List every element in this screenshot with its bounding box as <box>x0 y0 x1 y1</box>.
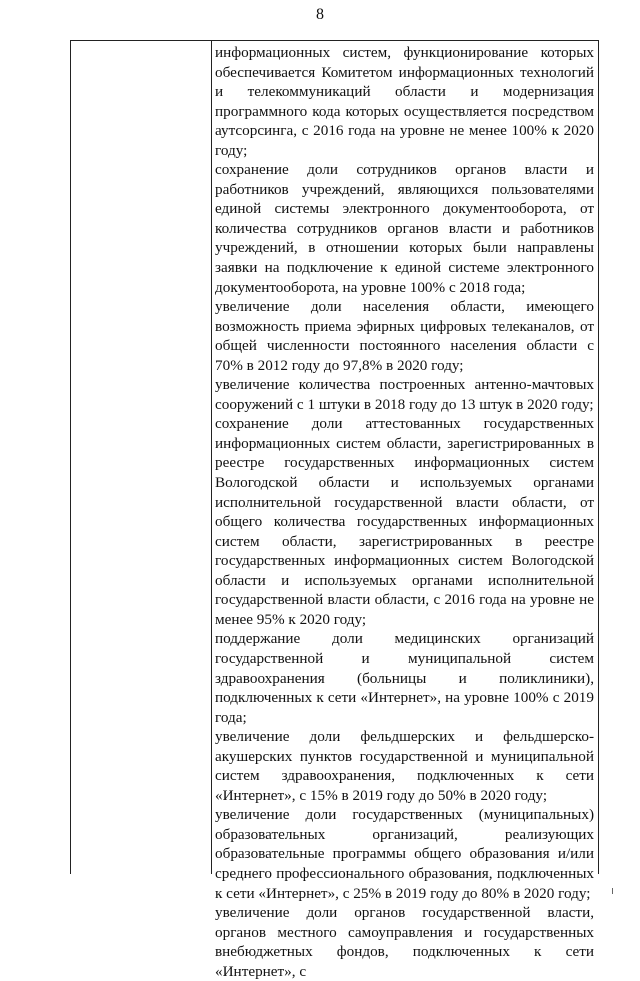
scan-mark <box>612 888 613 894</box>
paragraph: увеличение количества построенных антенно-мачтовых сооружений с 1 штуки в 2018 году до 13 штук в 2020 году; <box>215 376 594 413</box>
paragraph: сохранение доли аттестованных государственных информационных систем области, зарегистрированных в реестре государственных информационных систем Вологодской области и используемых органами исполнительной государственной власти области, от общего количества государственных информационных систем области, зарегистрированных в реестре государственных информационных систем Вологодской области и используемых органами исполнительной государственной власти области, с 2016 года на уровне не менее 95% к 2020 году; <box>215 415 594 628</box>
paragraph: информационных систем, функционирование которых обеспечивается Комитетом информационных технологий и телекоммуникаций области и модернизация программного кода которых осуществляется посредством аутсорсинга, с 2016 года на уровне не менее 100% к 2020 году; <box>215 44 594 159</box>
document-table <box>70 40 599 980</box>
page-number: 8 <box>316 6 324 23</box>
paragraph: увеличение доли органов государственной власти, органов местного самоуправления и государственных внебюджетных фондов, подключенных к сети «Интернет», с <box>215 904 594 980</box>
table-cell-content <box>215 43 594 981</box>
column-divider <box>211 41 212 874</box>
paragraph: увеличение доли населения области, имеющего возможность приема эфирных цифровых телеканалов, от общей численности постоянного населения области с 70% в 2012 году до 97,8% в 2020 году; <box>215 298 594 374</box>
paragraph: увеличение доли государственных (муниципальных) образовательных организаций, реализующих образовательные программы общего образования и/или среднего профессионального образования, подключенных к сети «Интернет», с 25% в 2019 году до 80% в 2020 году; <box>215 806 594 902</box>
paragraph: увеличение доли фельдшерских и фельдшерско-акушерских пунктов государственной и муниципальной систем здравоохранения, подключенных к сети «Интернет», с 15% в 2019 году до 50% в 2020 году; <box>215 728 594 804</box>
paragraph: поддержание доли медицинских организаций государственной и муниципальной систем здравоохранения (больницы и поликлиники), подключенных к сети «Интернет», на уровне 100% с 2019 года; <box>215 630 594 726</box>
paragraph: сохранение доли сотрудников органов власти и работников учреждений, являющихся пользователями единой системы электронного документооборота, от количества сотрудников органов власти и работников учреждений, в отношении которых были направлены заявки на подключение к единой системе электронного документооборота, на уровне 100% с 2018 года; <box>215 161 594 296</box>
